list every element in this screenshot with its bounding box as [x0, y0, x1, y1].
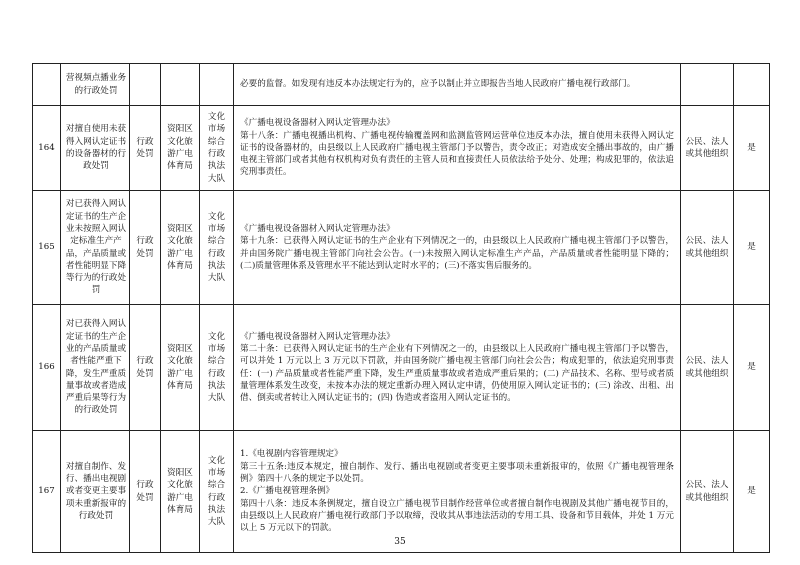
item-name: 对擅自使用未获得入网认定证书的设备器材的行政处罚 — [61, 106, 130, 191]
applicable-flag: 是 — [734, 431, 770, 553]
enforcement-unit: 文化市场综合行政执法大队 — [200, 106, 234, 191]
table-row — [33, 305, 770, 431]
power-type: 行政处罚 — [130, 106, 161, 191]
table-row — [33, 191, 770, 305]
legal-basis-line: 《广播电视设备器材入网认定管理办法》 — [240, 223, 395, 234]
applicable-flag: 是 — [734, 106, 770, 191]
legal-basis-line: 第二十条：已获得入网认定证书的生产企业有下列情况之一的，由县级以上人民政府广播电视主管部门予以警告，可以并处 1 万元以上 3 万元以下罚款，并由国务院广播电视主管部门向社会公告；构成犯罪的，依法追究刑事责任：(一) 产品质量或者性能严重下降，发生严重质量事故或者造成严重后果的；(二) 产品技术、名称、型号或者质量管理体系发生改变，未按本办法的规定重新办理入网认定申请，仍使用原入网认定证书的；(三) 涂改、出租、出借、倒卖或者转让入网认定证书的；(四) 伪造或者盗用入网认定证书的。 — [240, 343, 674, 404]
row-number — [33, 64, 61, 106]
responsible-department: 资阳区文化旅游广电体育局 — [161, 305, 200, 431]
power-type: 行政处罚 — [130, 431, 161, 553]
power-type — [130, 64, 161, 106]
legal-basis — [234, 64, 681, 106]
legal-basis-line: 第四十八条：违反本条例规定，擅自设立广播电视节目制作经营单位或者擅自制作电视剧及其他广播电视节目的，由县级以上人民政府广播电视行政部门予以取缔，没收其从事违法活动的专用工具、设备和节目载体，并处 1 万元以上 5 万元以下的罚款。 — [240, 498, 674, 534]
page-number: 35 — [394, 537, 406, 547]
item-name: 对擅自制作、发行、播出电视剧或者变更主要事项未重新报审的行政处罚 — [61, 431, 130, 553]
power-type: 行政处罚 — [130, 191, 161, 305]
applicable-flag: 是 — [734, 191, 770, 305]
legal-basis — [234, 305, 681, 431]
target-subject: 公民、法人或其他组织 — [681, 431, 734, 553]
row-number: 167 — [33, 431, 61, 553]
enforcement-unit: 文化市场综合行政执法大队 — [200, 431, 234, 553]
legal-basis — [234, 431, 681, 553]
legal-basis-line: 《广播电视设备器材入网认定管理办法》 — [240, 118, 395, 129]
legal-basis-line: 第三十五条:违反本规定，擅自制作、发行、播出电视剧或者变更主要事项未重新报审的，依照《广播电视管理条例》第四十八条的规定予以处罚。 — [240, 461, 674, 485]
regulation-table — [32, 63, 770, 553]
item-name: 对已获得入网认定证书的生产企业的产品质量或者性能严重下降，发生严重质量事故或者造成严重后果等行为的行政处罚 — [61, 305, 130, 431]
legal-basis-line: 必要的监督。如发现有违反本办法规定行为的，应予以制止并立即报告当地人民政府广播电视行政部门。 — [240, 79, 636, 90]
legal-basis-line: 第十八条：广播电视播出机构、广播电视传输覆盖网和监测监管网运营单位违反本办法，擅自使用未获得入网认定证书的设备器材的，由县级以上人民政府广播电视主管部门予以警告，责令改正；对造成安全播出事故的，由广播电视主管部门或者其他有权机构对负有责任的主管人员和直接责任人员依法给予处分、处理；构成犯罪的，依法追究刑事责任。 — [240, 130, 674, 178]
item-name: 营视频点播业务的行政处罚 — [61, 64, 130, 106]
table-body — [33, 64, 770, 553]
target-subject: 公民、法人或其他组织 — [681, 305, 734, 431]
responsible-department: 资阳区文化旅游广电体育局 — [161, 106, 200, 191]
target-subject — [681, 64, 734, 106]
applicable-flag — [734, 64, 770, 106]
target-subject: 公民、法人或其他组织 — [681, 106, 734, 191]
item-name: 对已获得入网认定证书的生产企业未按照入网认定标准生产产品，产品质量或者性能明显下降等行为的行政处罚 — [61, 191, 130, 305]
legal-basis — [234, 191, 681, 305]
table-row — [33, 106, 770, 191]
table-row — [33, 64, 770, 106]
row-number: 164 — [33, 106, 61, 191]
responsible-department — [161, 64, 200, 106]
enforcement-unit — [200, 64, 234, 106]
responsible-department: 资阳区文化旅游广电体育局 — [161, 431, 200, 553]
table-row — [33, 431, 770, 553]
target-subject: 公民、法人或其他组织 — [681, 191, 734, 305]
enforcement-unit: 文化市场综合行政执法大队 — [200, 305, 234, 431]
enforcement-unit: 文化市场综合行政执法大队 — [200, 191, 234, 305]
legal-basis-line: 1.《电视剧内容管理规定》 — [240, 449, 343, 460]
legal-basis-line: 《广播电视设备器材入网认定管理办法》 — [240, 331, 395, 342]
row-number: 165 — [33, 191, 61, 305]
legal-basis-line: 2.《广播电视管理条例》 — [240, 486, 335, 497]
legal-basis — [234, 106, 681, 191]
row-number: 166 — [33, 305, 61, 431]
power-type: 行政处罚 — [130, 305, 161, 431]
responsible-department: 资阳区文化旅游广电体育局 — [161, 191, 200, 305]
applicable-flag: 是 — [734, 305, 770, 431]
legal-basis-line: 第十九条：已获得入网认定证书的生产企业有下列情况之一的，由县级以上人民政府广播电视主管部门予以警告，并由国务院广播电视主管部门向社会公告。(一)未按照入网认定标准生产产品，产品质量或者性能明显下降的；(二)质量管理体系及管理水平不能达到认定时水平的；(三)不落实售后服务的。 — [240, 236, 674, 271]
